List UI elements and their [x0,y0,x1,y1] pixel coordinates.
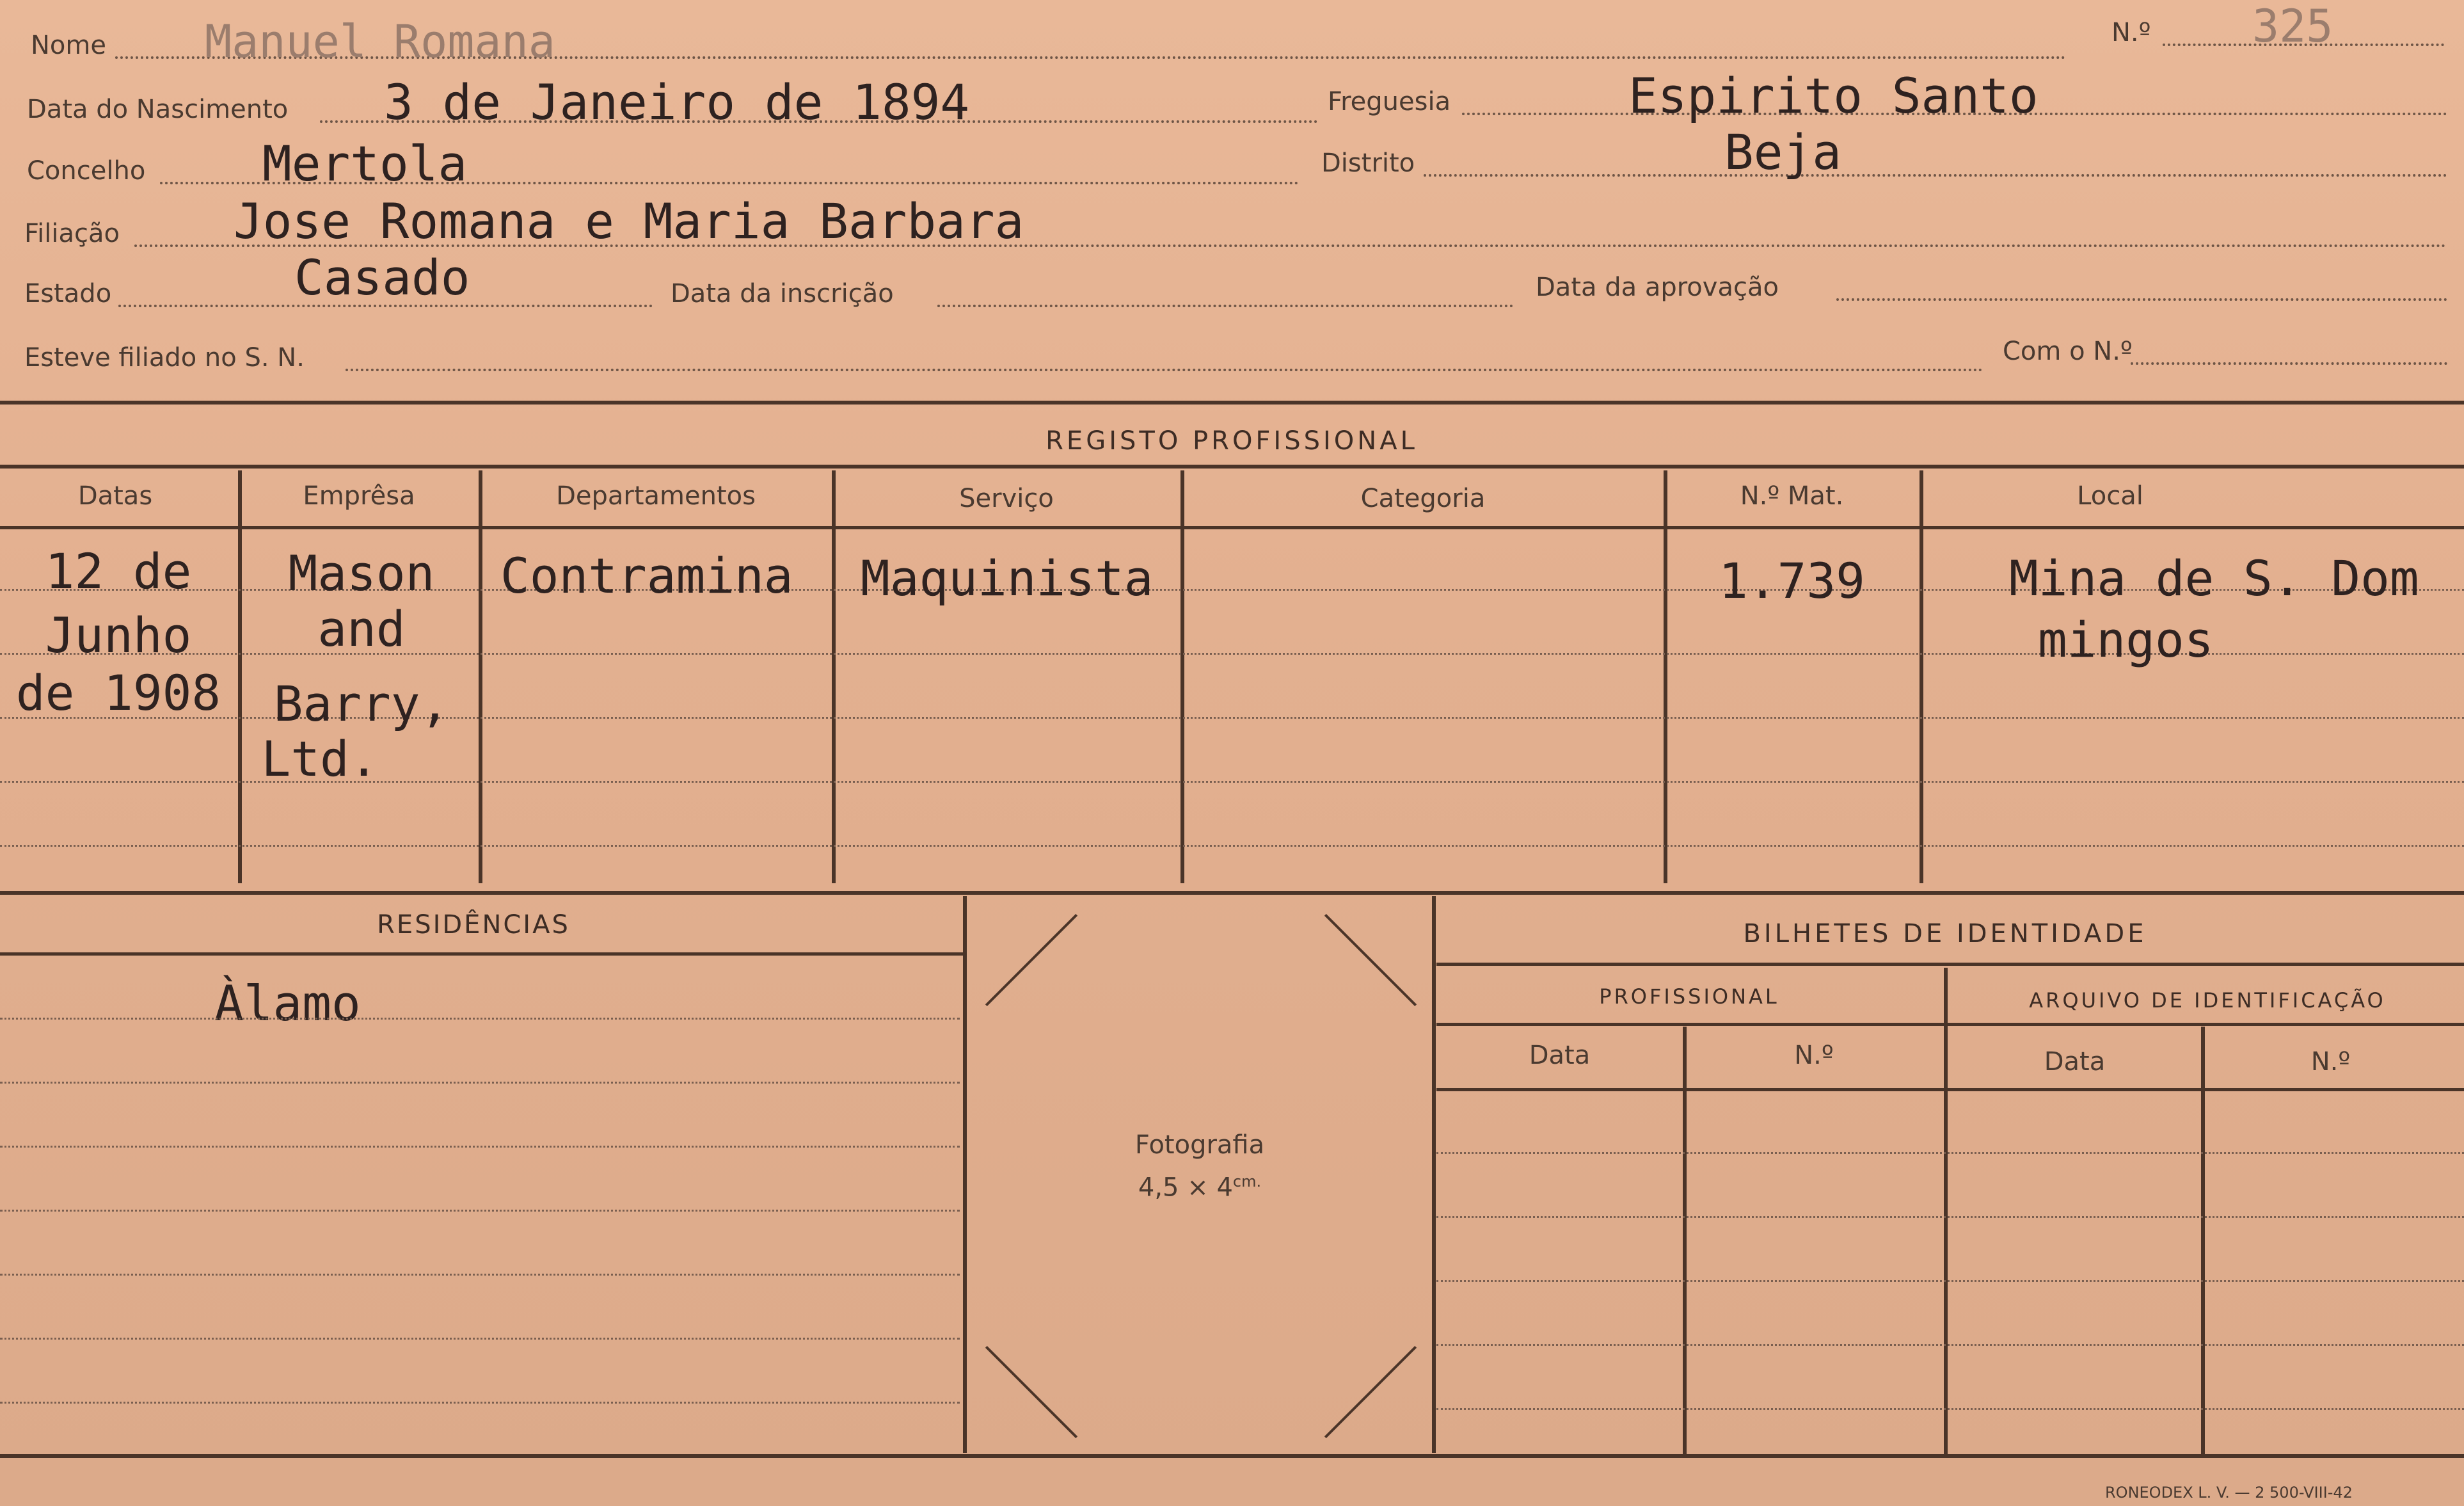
col-divider [1664,470,1667,883]
foto-size [969,1173,1430,1202]
col-header-datas: Datas [77,481,153,511]
row-line [0,1018,960,1020]
col-divider [832,470,836,883]
estado-label: Estado [24,279,112,308]
filiado-line [346,369,1983,371]
entry-empresa-line: Barry, [273,675,450,732]
rule-bilhetes-cols [1436,1088,2464,1091]
row-line [0,1146,960,1148]
filiacao-value: Jose Romana e Maria Barbara [234,193,1024,250]
entry-mat: 1.739 [1719,552,1865,609]
rule-lower [0,891,2464,895]
inscricao-line [937,305,1513,307]
col-divider [1920,470,1923,883]
row-line [1436,1344,2464,1346]
profissional-data-header: Data [1529,1041,1591,1070]
entry-empresa-line: Ltd. [261,730,379,787]
rule-bilhetes [1436,963,2464,966]
row-line [1436,1280,2464,1282]
nascimento-value: 3 de Janeiro de 1894 [384,74,970,131]
rule-bilhetes-sub [1436,1023,2464,1026]
concelho-value: Mertola [262,135,468,192]
inscricao-label: Data da inscrição [671,279,894,308]
rule-top [0,401,2464,405]
distrito-line [1424,174,2447,177]
corner-mark [985,914,1077,1006]
arquivo-title: ARQUIVO DE IDENTIFICAÇÃO [2029,988,2386,1013]
divider-bilhetes [1432,896,1436,1453]
entry-datas-line: 12 de [45,543,192,600]
col-header-servico: Serviço [959,484,1054,513]
distrito-label: Distrito [1321,148,1415,178]
entry-local-line: Mina de S. Dom [2009,550,2419,607]
nascimento-label: Data do Nascimento [27,95,289,124]
corner-mark [1324,914,1417,1006]
aprovacao-label: Data da aprovação [1536,273,1779,302]
entry-local-line: mingos [2038,611,2214,668]
col-divider [1180,470,1184,883]
foto-size-value: 4,5 × 4 [1138,1173,1233,1203]
row-line [1436,1152,2464,1154]
numero-label: N.º [2111,18,2151,47]
col-header-local: Local [2077,481,2143,511]
col-header-categoria: Categoria [1360,484,1486,513]
row-line [0,1274,960,1276]
nome-label: Nome [31,31,106,60]
bilhetes-title: BILHETES DE IDENTIDADE [1743,919,2147,949]
nome-value: Manuel Romana [205,15,555,68]
entry-datas-line: de 1908 [15,664,221,721]
col-divider [238,470,242,883]
row-line [1436,1216,2464,1218]
freguesia-label: Freguesia [1328,87,1451,116]
col-header-departamentos: Departamentos [556,481,756,511]
corner-mark [985,1346,1077,1438]
entry-datas-line: Junho [45,607,192,664]
divider-profissional [1944,968,1948,1457]
arquivo-data-header: Data [2044,1047,2106,1077]
col-header-mat: N.º Mat. [1740,481,1844,511]
entry-empresa-line: and [317,600,406,657]
printer-imprint: RONEODEX L. V. — 2 500-VIII-42 [2105,1484,2353,1502]
filiacao-label: Filiação [24,219,120,248]
rule-registo [0,465,2464,469]
row-line [0,1082,960,1084]
row-line [0,1210,960,1212]
divider-residencias [963,896,967,1453]
foto-label: Fotografia [1134,1130,1265,1160]
row-line [0,1338,960,1340]
residencias-title: RESIDÊNCIAS [377,910,570,940]
row-line [1436,1408,2464,1410]
row-line [0,1402,960,1404]
com-line [2131,362,2447,365]
aprovacao-line [1836,298,2447,301]
distrito-value: Beja [1724,124,1842,180]
residencia-value: Àlamo [214,975,361,1032]
col-divider [479,470,482,883]
arquivo-num-header: N.º [2310,1047,2351,1077]
com-label: Com o N.º [2003,337,2133,366]
registo-title: REGISTO PROFISSIONAL [1045,426,1418,456]
entry-departamento: Contramina [500,547,793,604]
rule-bottom [0,1454,2464,1458]
foto-size-unit: cm. [1232,1173,1262,1190]
row-line [0,845,2464,847]
concelho-label: Concelho [27,156,146,186]
col-header-empresa: Emprêsa [303,481,415,511]
profissional-title: PROFISSIONAL [1599,984,1779,1009]
numero-value: 325 [2252,0,2333,52]
freguesia-value: Espirito Santo [1628,67,2039,124]
estado-value: Casado [294,249,470,306]
filiado-label: Esteve filiado no S. N. [24,343,305,372]
entry-empresa-line: Mason [288,545,435,602]
entry-servico: Maquinista [861,550,1154,607]
profissional-num-header: N.º [1794,1041,1834,1070]
corner-mark [1324,1346,1417,1438]
rule-colheads [0,526,2464,529]
rule-residencias [0,952,963,956]
